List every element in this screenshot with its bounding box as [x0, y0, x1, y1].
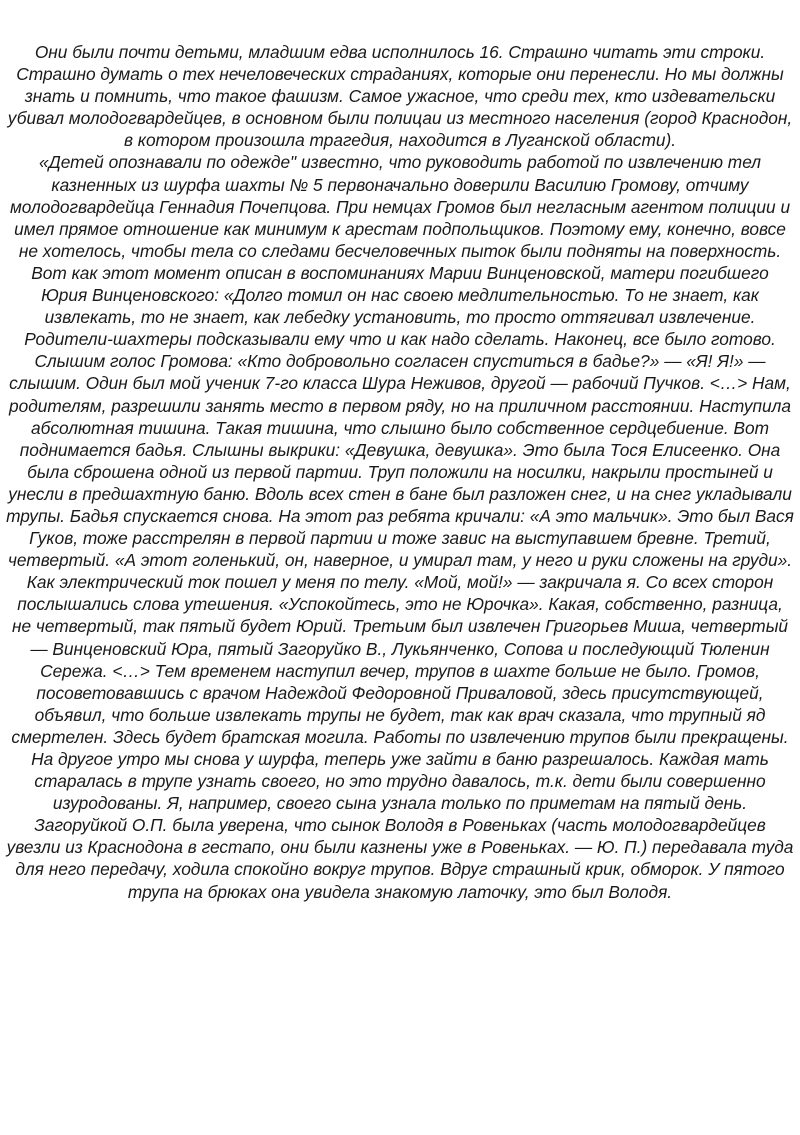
paragraph-intro: Они были почти детьми, младшим едва исполнилось 16. Страшно читать эти строки. Страшно думать о тех нечеловеческих страданиях, которые они перенесли. Но мы должны знать и помнить, что такое фашизм. Самое ужасное, что среди тех, кто издевательски убивал молодогвардейцев, в основном были полицаи из местного населения (город Краснодон, в котором произошла трагедия, находится в Луганской области).: [7, 42, 793, 151]
paragraph-testimony: «Детей опознавали по одежде" известно, что руководить работой по извлечению тел казненных из шурфа шахты № 5 первоначально доверили Василию Громову, отчиму молодогвардейца Геннадия Почепцова. При немцах Громов был негласным агентом полиции и имел прямое отношение как минимум к арестам подпольщиков. Поэтому ему, конечно, вовсе не хотелось, чтобы тела со следами бесчеловечных пыток были подняты на поверхность. Вот как этот момент описан в воспоминаниях Марии Винценовской, матери погибшего Юрия Винценовского: «Долго томил он нас своею медлительностью. То не знает, как извлекать, то не знает, как лебедку установить, то просто оттягивал извлечение. Родители-шахтеры подсказывали ему что и как надо сделать. Наконец, все было готово. Слышим голос Громова: «Кто добровольно согласен спуститься в бадье?» — «Я! Я!» — слышим. Один был мой ученик 7-го класса Шура Неживов, другой — рабочий Пучков. <…> Нам, родителям, разрешили занять место в первом ряду, но на приличном расстоянии. Наступила абсолютная тишина. Такая тишина, что слышно было собственное сердцебиение. Вот поднимается бадья. Слышны выкрики: «Девушка, девушка». Это была Тося Елисеенко. Она была сброшена одной из первой партии. Труп положили на носилки, накрыли простыней и унесли в предшахтную баню. Вдоль всех стен в бане был разложен снег, и на снег укладывали трупы. Бадья спускается снова. На этот раз ребята кричали: «А это мальчик». Это был Вася Гуков, тоже расстрелян в первой партии и тоже завис на выступавшем бревне. Третий, четвертый. «А этот голенький, он, наверное, и умирал там, у него и руки сложены на груди». Как электрический ток пошел у меня по телу. «Мой, мой!» — закричала я. Со всех сторон послышались слова утешения. «Успокойтесь, это не Юрочка». Какая, собственно, разница, не четвертый, так пятый будет Юрий. Третьим был извлечен Григорьев Миша, четвертый — Винценовский Юра, пятый Загоруйко В., Лукьянченко, Сопова и последующий Тюленин Сережа. <…> Тем временем наступил вечер, трупов в шахте больше не было. Громов, посоветовавшись с врачом Надеждой Федоровной Приваловой, здесь присутствующей, объявил, что больше извлекать трупы не будет, так как врач сказала, что трупный яд смертелен. Здесь будет братская могила. Работы по извлечению трупов были прекращены. На другое утро мы снова у шурфа, теперь уже зайти в баню разрешалось. Каждая мать старалась в трупе узнать своего, но это трудно давалось, т.к. дети были совершенно изуродованы. Я, например, своего сына узнала только по приметам на пятый день. Загоруйкой О.П. была уверена, что сынок Володя в Ровеньках (часть молодогвардейцев увезли из Краснодона в гестапо, они были казнены уже в Ровеньках. — Ю. П.) передавала туда для него передачу, ходила спокойно вокруг трупов. Вдруг страшный крик, обморок. У пятого трупа на брюках она увидела знакомую латочку, это был Володя.: [6, 152, 794, 902]
article-text: [6, 41, 794, 903]
